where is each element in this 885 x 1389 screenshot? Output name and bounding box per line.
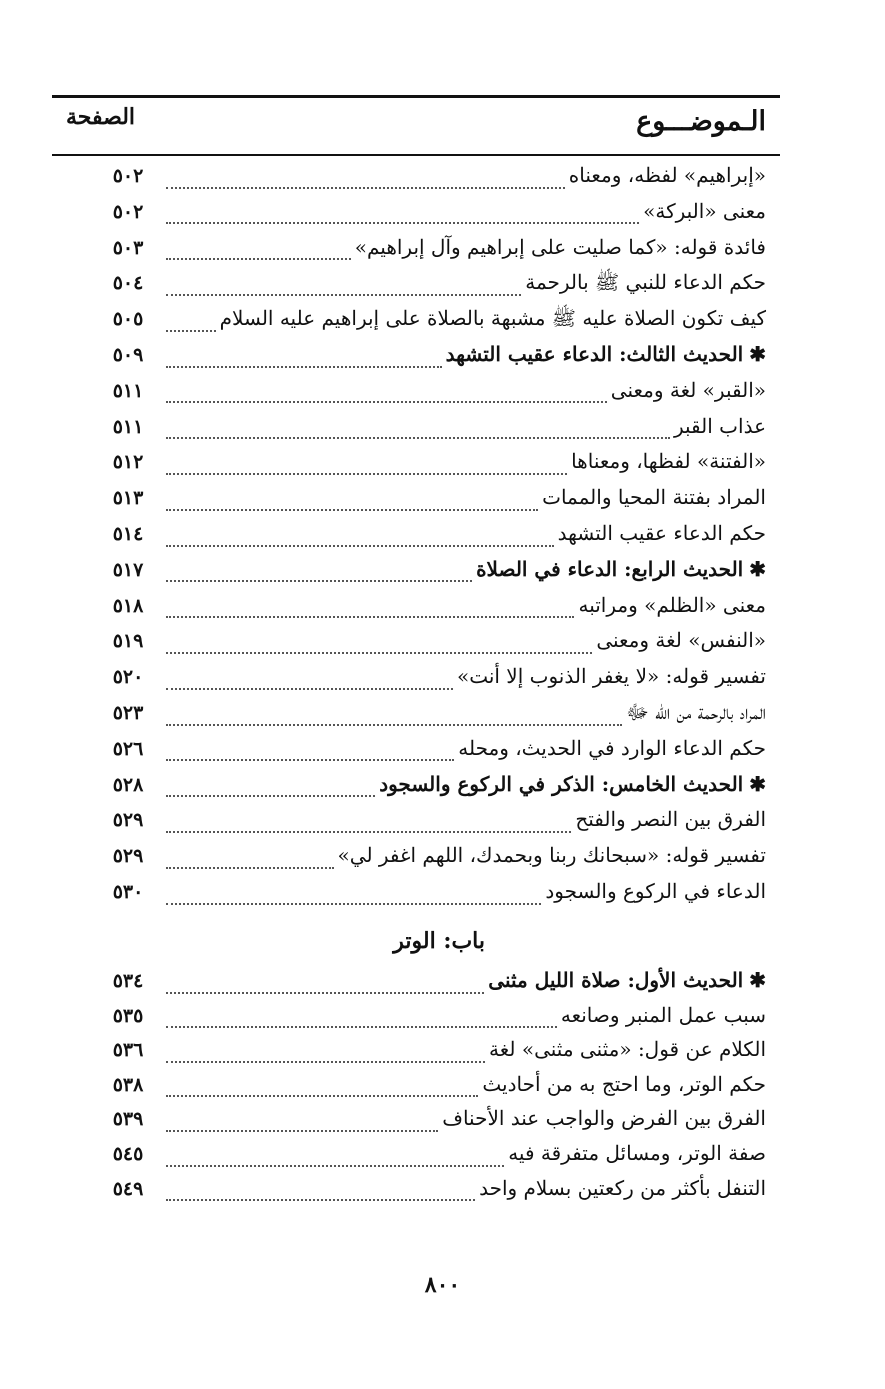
toc-entry bbox=[162, 968, 766, 1002]
toc-page-number: ٥٣٦ bbox=[112, 1039, 144, 1062]
toc-row bbox=[52, 270, 780, 304]
toc-page-number: ٥٤٩ bbox=[112, 1177, 144, 1200]
toc-entry bbox=[162, 664, 766, 698]
toc-entry bbox=[162, 378, 766, 412]
toc-entry-text: الفرق بين النصر والفتح bbox=[575, 807, 766, 832]
toc-entry bbox=[162, 449, 766, 483]
dot-leader bbox=[166, 902, 541, 905]
toc-entry-text: حكم الدعاء الوارد في الحديث، ومحله bbox=[458, 735, 766, 760]
toc-entry-text: فائدة قوله: «كما صليت على إبراهيم وآل إبراهيم» bbox=[354, 234, 766, 259]
toc-row bbox=[52, 807, 780, 841]
toc-row bbox=[52, 557, 780, 591]
dot-leader bbox=[166, 1164, 504, 1167]
dot-leader bbox=[166, 723, 622, 726]
toc-entry bbox=[162, 235, 766, 269]
dot-leader bbox=[166, 221, 639, 224]
dot-leader bbox=[166, 436, 670, 439]
dot-leader bbox=[166, 293, 521, 296]
toc-entry bbox=[162, 736, 766, 770]
toc-entry bbox=[162, 342, 766, 376]
toc-entry bbox=[162, 807, 766, 841]
dot-leader bbox=[166, 365, 442, 368]
toc-row bbox=[52, 1176, 780, 1210]
toc-page-number: ٥١٧ bbox=[112, 558, 144, 581]
dot-leader bbox=[166, 257, 351, 260]
toc-row bbox=[52, 199, 780, 233]
toc-entry bbox=[162, 485, 766, 519]
toc-page-number: ٥٢٩ bbox=[112, 845, 144, 868]
toc-row bbox=[52, 342, 780, 376]
toc-page-number: ٥١٤ bbox=[112, 523, 144, 545]
page-column-header: الصفحة bbox=[66, 104, 136, 130]
toc-page-number: ٥٠٩ bbox=[112, 344, 144, 366]
star-icon: ✱ bbox=[749, 771, 766, 796]
toc-row bbox=[52, 163, 780, 197]
toc-page-number: ٥٢٣ bbox=[112, 702, 144, 724]
toc-entry-text: الكلام عن قول: «مثنى مثنى» لغة bbox=[489, 1037, 766, 1062]
toc-row bbox=[52, 378, 780, 412]
toc-row bbox=[52, 1141, 780, 1175]
toc-entry-text: كيف تكون الصلاة عليه ﷺ مشبهة بالصلاة على إبراهيم عليه السلام bbox=[219, 306, 766, 331]
toc-entry-text: الحديث الخامس: الذكر في الركوع والسجود bbox=[379, 771, 744, 796]
toc-row bbox=[52, 1072, 780, 1106]
toc-page-number: ٥٤٥ bbox=[112, 1143, 144, 1165]
toc-entry bbox=[162, 521, 766, 555]
toc-page-number: ٥١١ bbox=[112, 379, 144, 402]
toc-entry bbox=[162, 1176, 766, 1210]
toc-entry-text: التنفل بأكثر من ركعتين بسلام واحد bbox=[479, 1175, 766, 1200]
toc-page-number: ٥٠٢ bbox=[112, 165, 144, 187]
toc-entry-text: معنى «الظلم» ومراتبه bbox=[578, 592, 766, 617]
dot-leader bbox=[166, 1025, 557, 1028]
toc-entry-text: الحديث الثالث: الدعاء عقيب التشهد bbox=[445, 342, 744, 366]
dot-leader bbox=[166, 1060, 485, 1063]
toc-row bbox=[52, 736, 780, 770]
star-icon: ✱ bbox=[749, 556, 766, 581]
dot-leader bbox=[166, 615, 574, 618]
toc-entry bbox=[162, 557, 766, 591]
toc-page-number: ٥٠٤ bbox=[112, 272, 144, 295]
toc-page-number: ٥٠٣ bbox=[112, 236, 144, 259]
dot-leader bbox=[166, 830, 571, 833]
toc-row bbox=[52, 593, 780, 627]
toc-row bbox=[52, 664, 780, 698]
dot-leader bbox=[166, 758, 454, 761]
toc-entry bbox=[162, 1141, 766, 1175]
dot-leader bbox=[166, 687, 453, 690]
toc-entry-text: «إبراهيم» لفظه، ومعناه bbox=[568, 163, 766, 187]
toc-entry-text: حكم الوتر، وما احتج به من أحاديث bbox=[482, 1071, 766, 1096]
toc-entry bbox=[162, 1072, 766, 1106]
toc-entry bbox=[162, 1037, 766, 1071]
toc-entry bbox=[162, 306, 766, 340]
toc-row bbox=[52, 449, 780, 483]
toc-page-number: ٥٢٦ bbox=[112, 737, 144, 760]
toc-entry-text: المراد بالرحمة من الله ﷻ bbox=[626, 700, 766, 724]
toc-entry-text: الحديث الرابع: الدعاء في الصلاة bbox=[476, 556, 744, 581]
star-icon: ✱ bbox=[749, 342, 766, 366]
dot-leader bbox=[166, 1094, 478, 1097]
toc-page-number: ٥٣٩ bbox=[112, 1108, 144, 1131]
dot-leader bbox=[166, 186, 565, 189]
toc-row bbox=[52, 700, 780, 734]
section-title: باب: الوتر bbox=[393, 928, 485, 954]
toc-row bbox=[52, 1003, 780, 1037]
toc-entry bbox=[162, 628, 766, 662]
toc-page-number: ٥١٣ bbox=[112, 487, 144, 510]
toc-entry bbox=[162, 843, 766, 877]
toc-entry bbox=[162, 593, 766, 627]
toc-row bbox=[52, 772, 780, 806]
toc-entry-text: الحديث الأول: صلاة الليل مثنى bbox=[488, 968, 744, 992]
toc-entry bbox=[162, 700, 766, 734]
toc-page-number: ٥٠٥ bbox=[112, 308, 144, 331]
topic-column-header: الـموضـــوع bbox=[636, 106, 766, 137]
toc-entry bbox=[162, 270, 766, 304]
toc-row bbox=[52, 968, 780, 1002]
toc-entry-text: حكم الدعاء عقيب التشهد bbox=[557, 521, 766, 545]
toc-entry-text: «النفس» لغة ومعنى bbox=[596, 628, 766, 653]
dot-leader bbox=[166, 1129, 438, 1132]
toc-row bbox=[52, 235, 780, 269]
table-header bbox=[52, 95, 780, 156]
toc-entry-text: الدعاء في الركوع والسجود bbox=[545, 879, 766, 903]
toc-row bbox=[52, 1106, 780, 1140]
toc-entry bbox=[162, 879, 766, 913]
toc-entry bbox=[162, 772, 766, 806]
toc-page-number: ٥٣٨ bbox=[112, 1073, 144, 1096]
toc-entry-text: حكم الدعاء للنبي ﷺ بالرحمة bbox=[525, 270, 766, 295]
dot-leader bbox=[166, 794, 375, 797]
toc-page-number: ٥٣٤ bbox=[112, 970, 144, 992]
dot-leader bbox=[166, 1198, 475, 1201]
dot-leader bbox=[166, 544, 554, 547]
toc-page-number: ٥٢٨ bbox=[112, 773, 144, 796]
dot-leader bbox=[166, 651, 592, 654]
toc-row bbox=[52, 306, 780, 340]
toc-row bbox=[52, 628, 780, 662]
toc-entry-text: «الفتنة» لفظها، ومعناها bbox=[571, 449, 766, 474]
toc-row bbox=[52, 879, 780, 913]
page-number: ٨٠٠ bbox=[424, 1272, 461, 1298]
toc-row bbox=[52, 521, 780, 555]
toc-page-number: ٥٣٥ bbox=[112, 1004, 144, 1027]
toc-entry bbox=[162, 414, 766, 448]
toc-entry bbox=[162, 1003, 766, 1037]
toc-entry-text: معنى «البركة» bbox=[643, 198, 766, 223]
toc-entry-text: صفة الوتر، ومسائل متفرقة فيه bbox=[508, 1141, 766, 1165]
toc-entry-text: الفرق بين الفرض والواجب عند الأحناف bbox=[442, 1106, 766, 1131]
dot-leader bbox=[166, 508, 538, 511]
toc-page-number: ٥٠٢ bbox=[112, 200, 144, 223]
toc-row bbox=[52, 843, 780, 877]
toc-entry-text: «القبر» لغة ومعنى bbox=[610, 377, 766, 402]
dot-leader bbox=[166, 991, 484, 994]
dot-leader bbox=[166, 400, 607, 403]
toc-row bbox=[52, 414, 780, 448]
toc-page-number: ٥١١ bbox=[112, 415, 144, 438]
toc-entry-text: المراد بفتنة المحيا والممات bbox=[542, 485, 766, 510]
toc-entry bbox=[162, 1106, 766, 1140]
toc-page-number: ٥١٨ bbox=[112, 594, 144, 617]
star-icon: ✱ bbox=[749, 968, 766, 992]
toc-entry-text: عذاب القبر bbox=[673, 413, 766, 438]
toc-page-number: ٥٢٩ bbox=[112, 809, 144, 832]
toc-row bbox=[52, 485, 780, 519]
dot-leader bbox=[166, 579, 472, 582]
toc-page-number: ٥٣٠ bbox=[112, 881, 144, 903]
toc-page-number: ٥١٩ bbox=[112, 630, 144, 653]
toc-entry-text: تفسير قوله: «سبحانك ربنا وبحمدك، اللهم اغفر لي» bbox=[337, 843, 766, 868]
toc-page-number: ٥١٢ bbox=[112, 451, 144, 474]
toc-entry bbox=[162, 163, 766, 197]
dot-leader bbox=[166, 472, 567, 475]
toc-row bbox=[52, 1037, 780, 1071]
toc-entry-text: تفسير قوله: «لا يغفر الذنوب إلا أنت» bbox=[456, 664, 766, 689]
toc-page-number: ٥٢٠ bbox=[112, 666, 144, 689]
toc-entry bbox=[162, 199, 766, 233]
toc-entry-text: سبب عمل المنبر وصانعه bbox=[560, 1002, 766, 1027]
dot-leader bbox=[166, 866, 334, 869]
